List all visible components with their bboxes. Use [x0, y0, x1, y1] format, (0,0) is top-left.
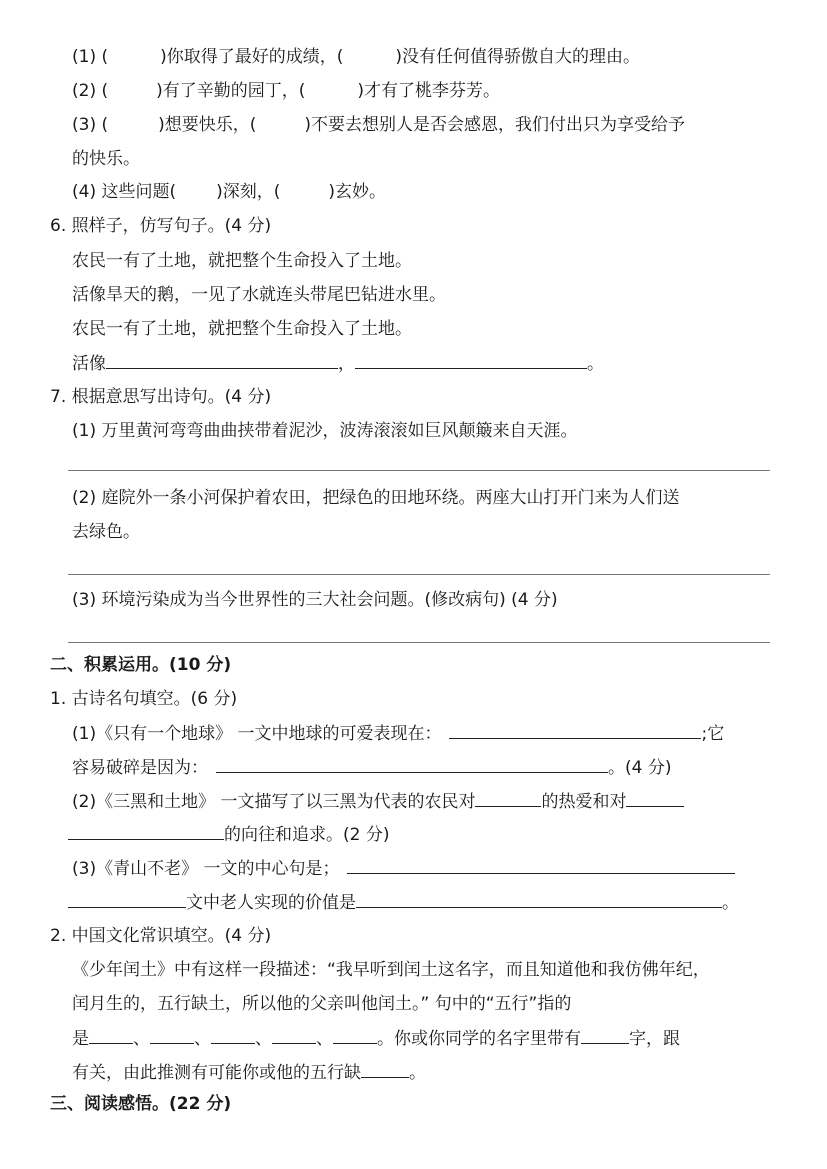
answer-line[interactable] — [68, 642, 770, 643]
answer-blank[interactable] — [89, 1027, 133, 1044]
q6-answer-line: 活像 ， 。 — [72, 354, 604, 374]
q6-prompt: 农民一有了土地，就把整个生命投入了土地。 — [72, 319, 412, 339]
sec2-q2-line-3: 是 、 、 、 、 。你或你同学的名字里带有 字，跟 — [72, 1029, 680, 1049]
sec2-q2-line-2: 闰月生的，五行缺土，所以他的父亲叫他闰土。” 句中的“五行”指的 — [72, 994, 572, 1014]
sec2-q2-line-1: 《少年闰土》中有这样一段描述：“我早听到闰土这名字，而且知道他和我仿佛年纪， — [72, 960, 710, 980]
q6-example-2: 活像旱天的鹅，一见了水就连头带尾巴钻进水里。 — [72, 285, 446, 305]
answer-blank[interactable] — [581, 1027, 629, 1044]
q7-item-2: (2) 庭院外一条小河保护着农田，把绿色的田地环绕。两座大山打开门来为人们送 — [72, 488, 680, 508]
sec2-q1-line-1: (1)《只有一个地球》 一文中地球的可爱表现在： ;它 — [72, 724, 725, 744]
answer-blank[interactable] — [272, 1027, 316, 1044]
q7-item-1: (1) 万里黄河弯弯曲曲挟带着泥沙，波涛滚滚如巨风颠簸来自天涯。 — [72, 421, 578, 441]
answer-blank[interactable] — [361, 1061, 409, 1078]
sec2-q1-line-5: (3)《青山不老》 一文的中心句是； — [72, 857, 735, 880]
answer-blank[interactable] — [475, 790, 541, 807]
q5-line-3: (3) ( )想要快乐，( )不要去想别人是否会感恩，我们付出只为享受给予 — [72, 115, 686, 135]
sec2-q1-line-4: 的向往和追求。(2 分) — [68, 823, 389, 846]
q5-line-2: (2) ( )有了辛勤的园丁，( )才有了桃李芬芳。 — [72, 81, 501, 101]
answer-blank[interactable] — [626, 790, 684, 807]
sec2-q1-line-2: 容易破碎是因为： 。(4 分) — [72, 758, 672, 778]
answer-blank[interactable] — [150, 1027, 194, 1044]
q6-title: 6. 照样子，仿写句子。(4 分) — [50, 216, 272, 236]
section-2-title: 二、积累运用。(10 分) — [50, 655, 232, 675]
answer-blank[interactable] — [356, 891, 722, 908]
answer-blank[interactable] — [216, 756, 608, 773]
answer-blank[interactable] — [347, 857, 735, 874]
q6-example-1: 农民一有了土地，就把整个生命投入了土地。 — [72, 251, 412, 271]
answer-blank[interactable] — [68, 823, 224, 840]
q7-title: 7. 根据意思写出诗句。(4 分) — [50, 387, 272, 407]
q5-line-1: (1) ( )你取得了最好的成绩，( )没有任何值得骄傲自大的理由。 — [72, 47, 641, 67]
answer-blank[interactable] — [106, 352, 338, 369]
sec2-q1-line-6: 文中老人实现的价值是 。 — [68, 891, 739, 914]
q5-line-3-cont: 的快乐。 — [72, 149, 140, 169]
answer-blank[interactable] — [333, 1027, 377, 1044]
answer-line[interactable] — [68, 574, 770, 575]
sec2-q1-line-3: (2)《三黑和土地》 一文描写了以三黑为代表的农民对 的热爱和对 — [72, 790, 684, 813]
section-3-title: 三、阅读感悟。(22 分) — [50, 1094, 232, 1114]
answer-blank[interactable] — [211, 1027, 255, 1044]
sec2-q2-line-4: 有关，由此推测有可能你或他的五行缺 。 — [72, 1063, 426, 1083]
answer-line[interactable] — [68, 470, 770, 471]
sec2-q1-title: 1. 古诗名句填空。(6 分) — [50, 689, 238, 709]
q7-item-3: (3) 环境污染成为当今世界性的三大社会问题。(修改病句) (4 分) — [72, 590, 558, 610]
answer-blank[interactable] — [68, 891, 186, 908]
sec2-q2-title: 2. 中国文化常识填空。(4 分) — [50, 926, 272, 946]
answer-blank[interactable] — [449, 722, 701, 739]
answer-blank[interactable] — [355, 352, 587, 369]
q7-item-2-cont: 去绿色。 — [72, 522, 140, 542]
q5-line-4: (4) 这些问题( )深刻，( )玄妙。 — [72, 182, 387, 202]
